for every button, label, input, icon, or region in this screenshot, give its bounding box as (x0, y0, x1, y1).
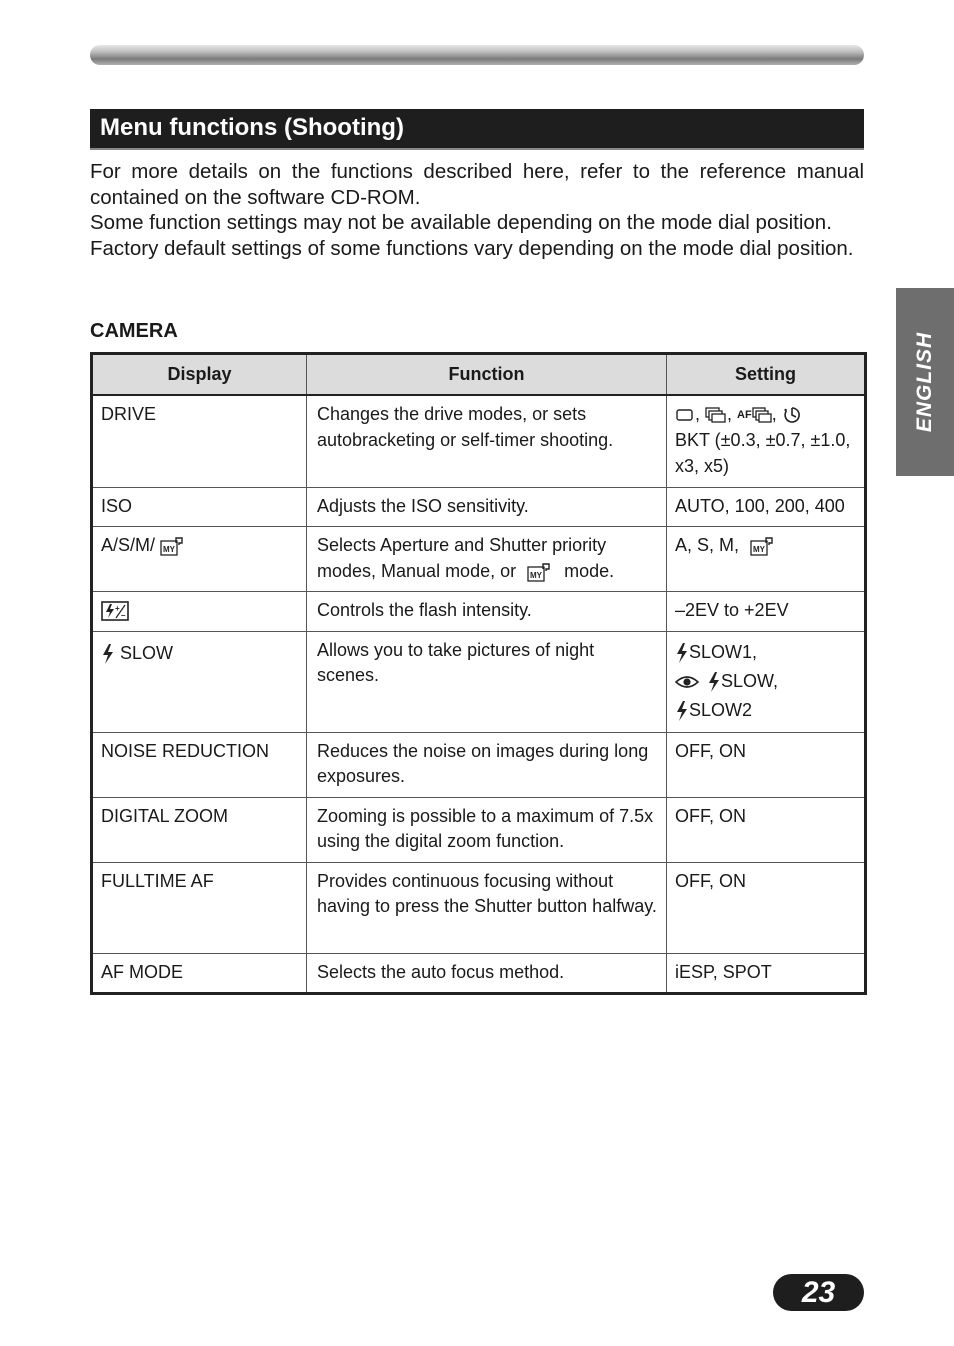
svg-text:+: + (115, 604, 120, 614)
sequential-shooting-icon (705, 407, 727, 423)
function-cell: Provides continuous focusing without having to press the Shutter button halfway. (307, 862, 667, 953)
slow-option (675, 638, 856, 667)
my-mode-icon (527, 561, 553, 583)
intro-paragraph: Some function settings may not be available depending on the mode dial position. (90, 211, 832, 235)
red-eye-icon (675, 674, 699, 690)
setting-cell (667, 527, 866, 592)
flash-icon (675, 642, 689, 664)
my-mode-label: MY (753, 545, 766, 555)
function-text: mode. (564, 560, 615, 581)
setting-text: SLOW2 (689, 699, 753, 720)
table-row (92, 862, 866, 953)
section-title: Menu functions (Shooting) (90, 109, 864, 150)
table-row (92, 527, 866, 592)
flash-icon (707, 671, 721, 693)
display-cell: AF MODE (92, 953, 307, 994)
column-header-function: Function (307, 354, 667, 396)
function-cell: Reduces the noise on images during long exposures. (307, 732, 667, 797)
function-cell: Zooming is possible to a maximum of 7.5x using the digital zoom function. (307, 797, 667, 862)
setting-text: SLOW, (721, 670, 779, 691)
setting-text: A, S, M, (675, 535, 740, 555)
display-cell: DRIVE (92, 395, 307, 487)
function-cell: Controls the flash intensity. (307, 592, 667, 632)
table-row (92, 631, 866, 732)
display-cell: FULLTIME AF (92, 862, 307, 953)
setting-cell: iESP, SPOT (667, 953, 866, 994)
language-label: ENGLISH (913, 331, 936, 433)
table-row (92, 953, 866, 994)
single-frame-icon (675, 408, 695, 422)
slow-option (675, 667, 856, 696)
self-timer-icon (782, 405, 802, 425)
column-header-display: Display (92, 354, 307, 396)
display-cell: DIGITAL ZOOM (92, 797, 307, 862)
intro-text (90, 159, 864, 262)
svg-text:–: – (121, 611, 126, 621)
function-cell: Allows you to take pictures of night scenes. (307, 631, 667, 732)
table-row (92, 592, 866, 632)
table-header-row (92, 354, 866, 396)
setting-cell: AUTO, 100, 200, 400 (667, 487, 866, 527)
flash-icon (101, 643, 115, 665)
setting-cell: OFF, ON (667, 732, 866, 797)
language-side-tab (896, 288, 954, 476)
setting-cell (667, 631, 866, 732)
display-cell: ISO (92, 487, 307, 527)
display-label: SLOW (120, 642, 174, 663)
display-cell: NOISE REDUCTION (92, 732, 307, 797)
table-row (92, 797, 866, 862)
setting-cell: OFF, ON (667, 862, 866, 953)
intro-paragraph: Factory default settings of some functions vary depending on the mode dial position. (90, 237, 854, 261)
af-sequential-shooting-icon (737, 403, 752, 429)
setting-cell: –2EV to +2EV (667, 592, 866, 632)
af-sequential-frames-icon (752, 407, 772, 423)
setting-cell (667, 395, 866, 487)
display-cell (92, 592, 307, 632)
slow-option (675, 696, 856, 725)
af-label: AF (737, 408, 752, 421)
my-mode-icon (160, 535, 186, 557)
function-cell: Selects the auto focus method. (307, 953, 667, 994)
table-row (92, 395, 866, 487)
display-cell (92, 631, 307, 732)
flash-intensity-icon (101, 601, 129, 621)
table-row (92, 487, 866, 527)
table-row (92, 732, 866, 797)
page-number: 23 (773, 1274, 864, 1311)
my-mode-label: MY (530, 570, 543, 580)
setting-text: SLOW1, (689, 641, 758, 662)
column-header-setting: Setting (667, 354, 866, 396)
function-cell: Changes the drive modes, or sets autobracketing or self-timer shooting. (307, 395, 667, 487)
intro-paragraph: For more details on the functions described here, refer to the reference manual contained on the software CD-ROM. (90, 160, 864, 209)
flash-icon (675, 700, 689, 722)
my-mode-label: MY (163, 545, 176, 555)
my-mode-icon (750, 535, 776, 557)
display-cell (92, 527, 307, 592)
bracketing-setting: BKT (±0.3, ±0.7, ±1.0, x3, x5) (675, 430, 851, 476)
function-text: Selects Aperture and Shutter priority modes, Manual mode, or (317, 535, 607, 581)
function-cell: Adjusts the ISO sensitivity. (307, 487, 667, 527)
header-decoration-bar (90, 45, 864, 65)
display-label: A/S/M/ (101, 535, 156, 555)
camera-subheading: CAMERA (90, 320, 178, 342)
camera-menu-table (90, 352, 867, 995)
function-cell (307, 527, 667, 592)
drive-icons: , , AF , (675, 402, 856, 428)
setting-cell: OFF, ON (667, 797, 866, 862)
